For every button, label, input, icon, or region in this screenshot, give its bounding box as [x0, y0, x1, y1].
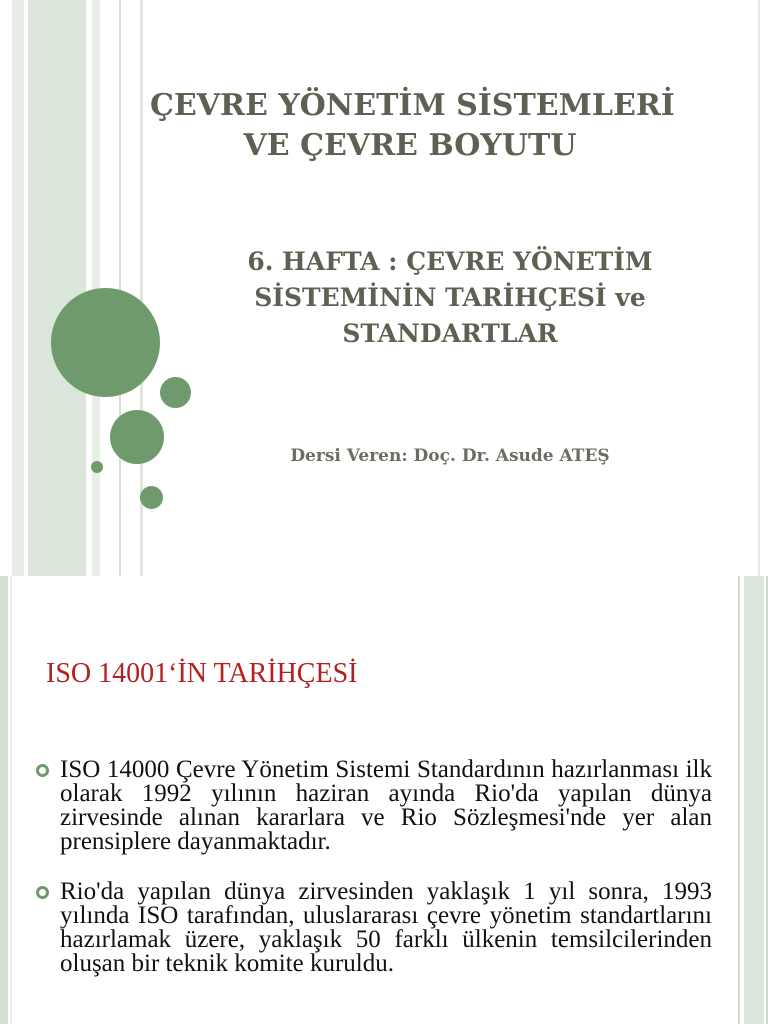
decorative-circle: [51, 288, 160, 397]
decorative-line: [119, 0, 121, 576]
slide-subtitle-line: STANDARTLAR: [342, 319, 558, 348]
slide-subtitle-line: 6. HAFTA : ÇEVRE YÖNETİM: [247, 247, 653, 276]
bullet-ring-icon: [36, 886, 49, 899]
slide-title-line: ÇEVRE YÖNETİM SİSTEMLERİ: [150, 88, 675, 123]
decorative-circle: [160, 377, 191, 408]
section-heading: ISO 14001‘İN TARİHÇESİ: [46, 658, 358, 689]
decorative-circle: [140, 486, 163, 509]
slide-title-line: VE ÇEVRE BOYUTU: [243, 128, 577, 163]
decorative-line: [758, 0, 760, 576]
slide-subtitle: [190, 244, 710, 352]
decorative-line: [738, 576, 740, 1024]
content-slide: [0, 576, 768, 1024]
decorative-circle: [91, 461, 103, 473]
decorative-band: [28, 0, 86, 576]
bullet-ring-icon: [36, 764, 49, 777]
author-line: Dersi Veren: Doç. Dr. Asude ATEŞ: [290, 446, 610, 466]
decorative-line: [10, 576, 12, 1024]
bullet-text: Rio'da yapılan dünya zirvesinden yaklaşık 1 yıl sonra, 1993 yılında ISO tarafından, uluslararası çevre yönetim standartlarını hazırlamak üzere, yaklaşık 50 farklı ülkenin temsilcilerinden oluşan bir teknik komite kuruldu.: [60, 878, 712, 977]
list-item: [36, 758, 712, 854]
list-item: [36, 880, 712, 976]
slide-title: [150, 86, 675, 166]
bullet-text: ISO 14000 Çevre Yönetim Sistemi Standardının hazırlanması ilk olarak 1992 yılının haziran ayında Rio'da yapılan dünya zirvesinde alınan kararlara ve Rio Sözleşmesi'nde yer alan prensiplere dayanmaktadır.: [60, 756, 712, 855]
decorative-band: [744, 576, 764, 1024]
slide-subtitle-line: SİSTEMİNİN TARİHÇESİ ve: [254, 283, 646, 312]
decorative-band: [12, 0, 24, 576]
decorative-circle: [110, 410, 164, 464]
decorative-band: [0, 576, 8, 1024]
bullet-list: [36, 758, 712, 1002]
